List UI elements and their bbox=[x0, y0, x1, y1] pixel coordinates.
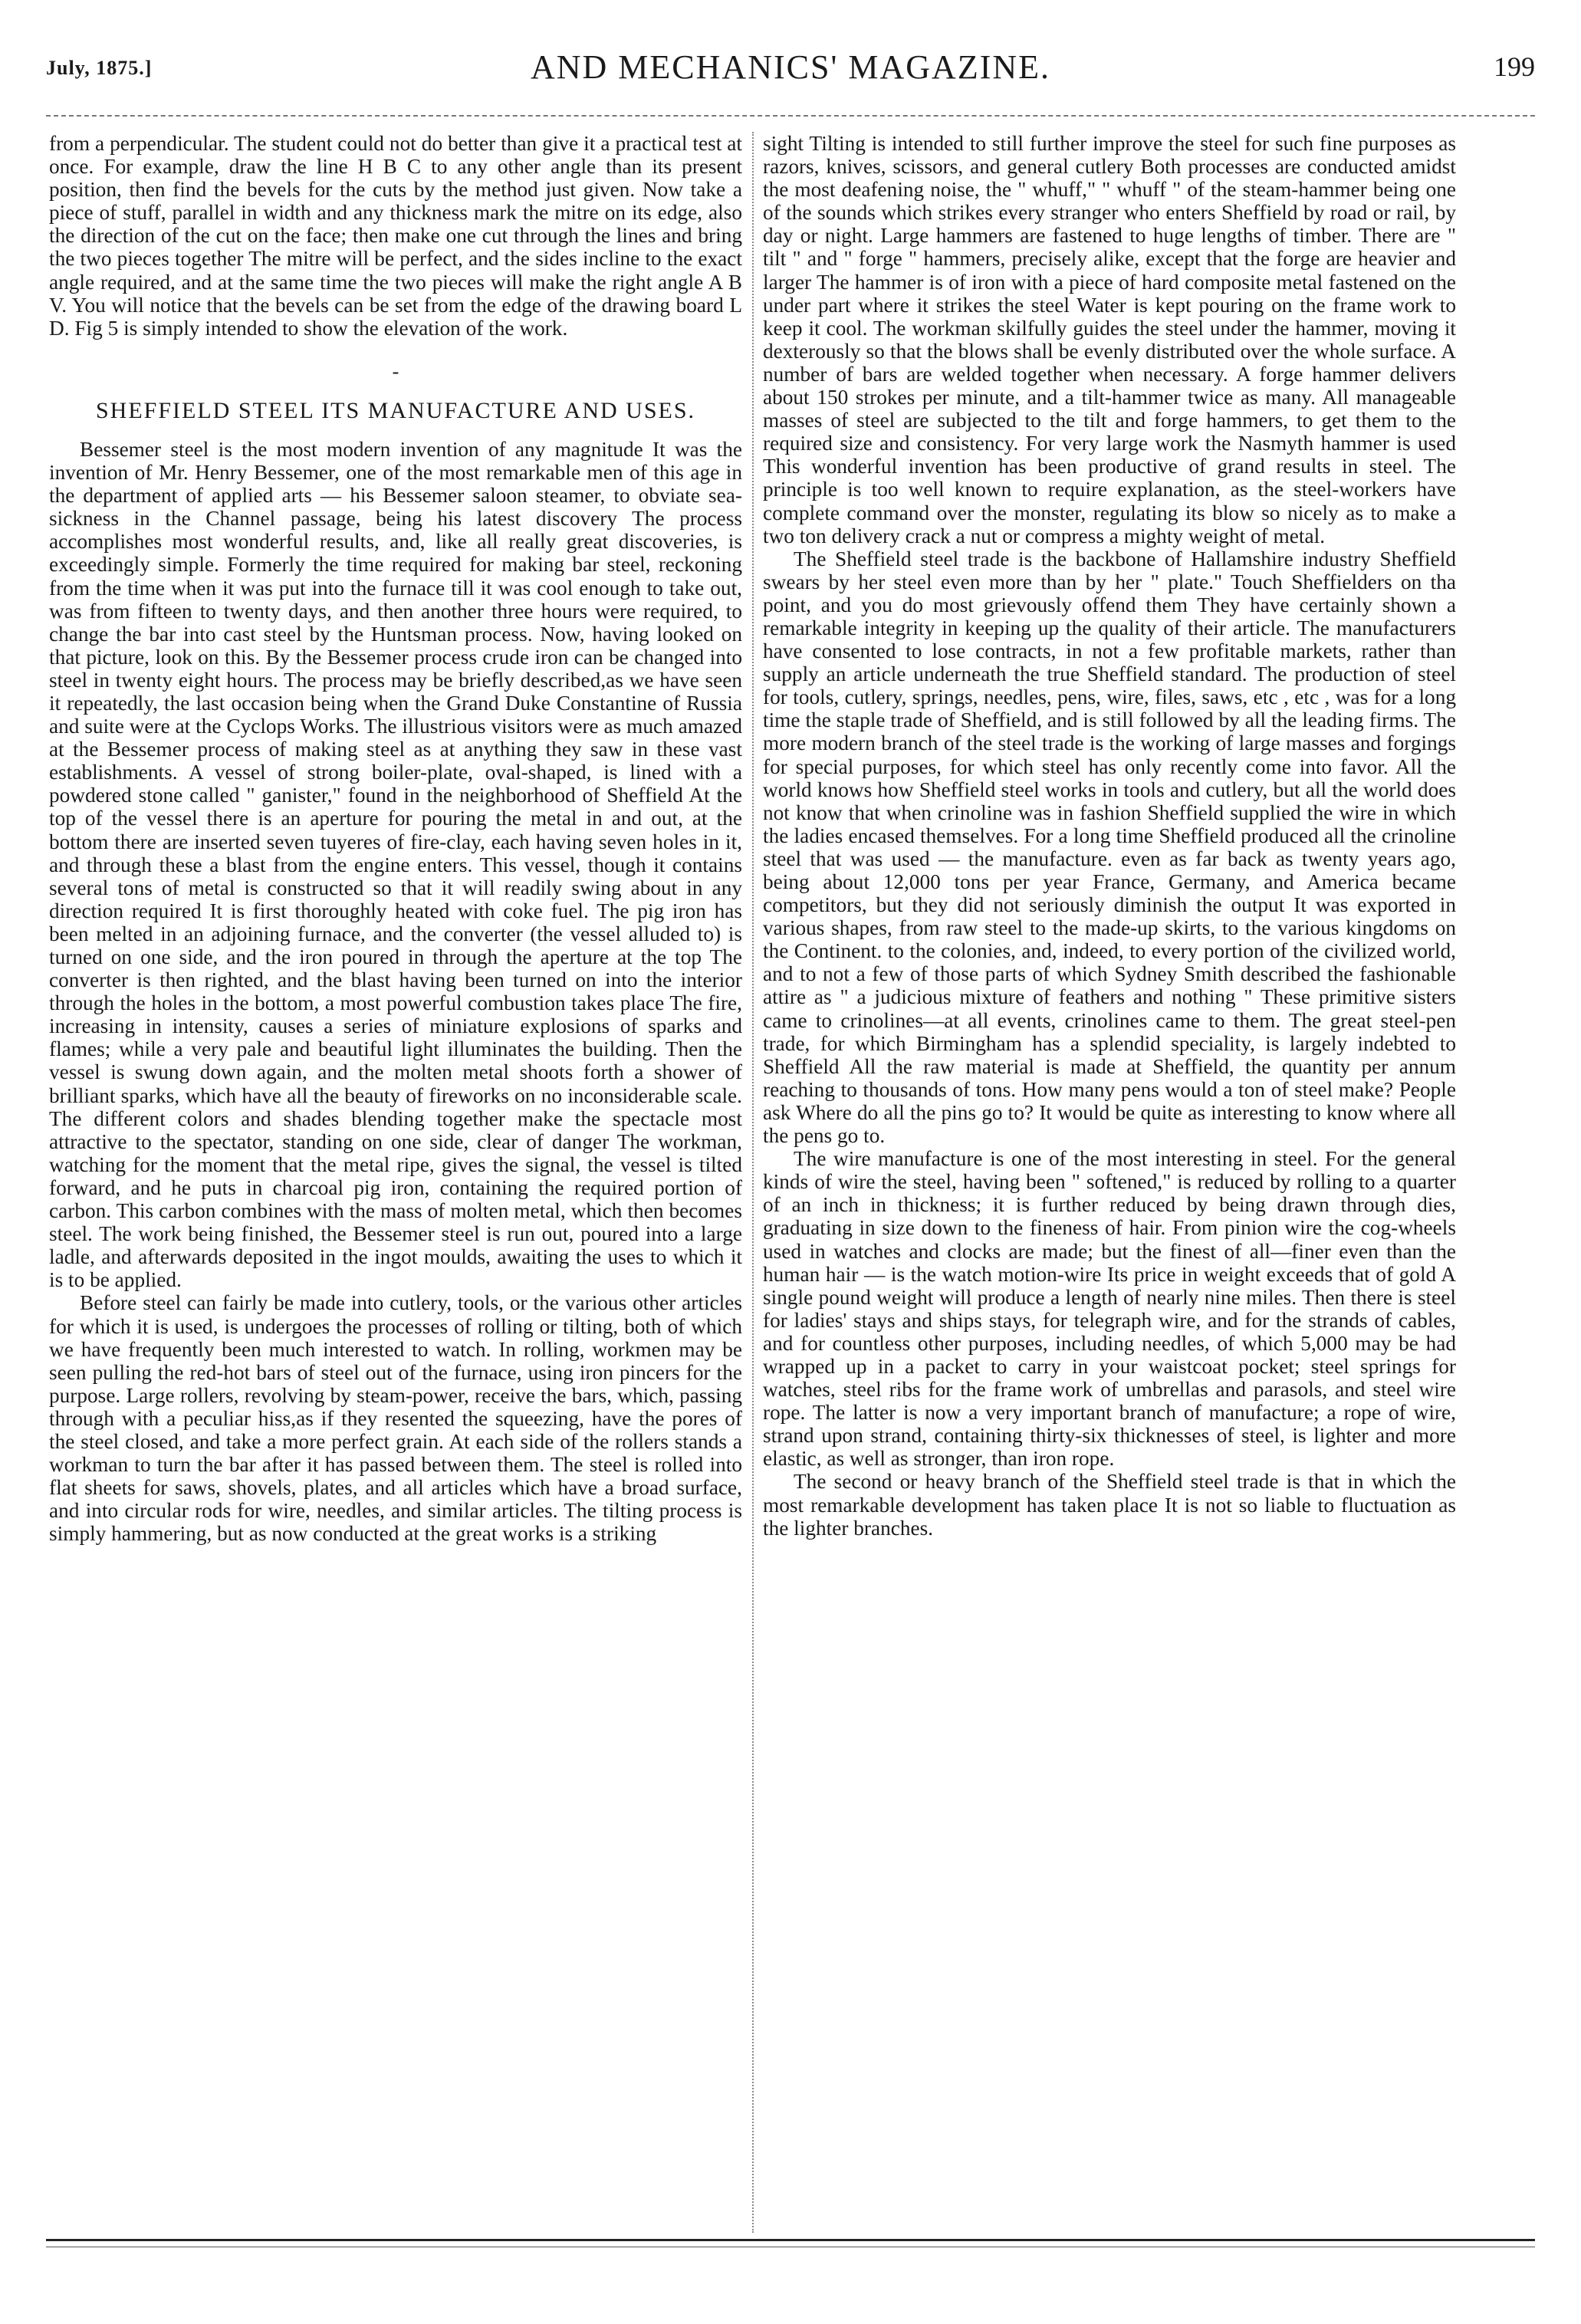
page-number: 199 bbox=[1494, 51, 1535, 82]
article-paragraph: The Sheffield steel trade is the backbone of Hallamshire industry Sheffield swears by her steel even more than by her " plate." Touch Sheffielders on tha point, and you do most grievously offend them They have certainly shown a remarkable integrity in keeping up the quality of their article. The manufacturers have consented to lose contracts, in not a few profitable markets, rather than supply an article underneath the true Sheffield standard. The production of steel for tools, cutlery, springs, needles, pens, wire, files, saws, etc , etc , was for a long time the staple trade of Sheffield, and is still followed by all the leading firms. The more modern branch of the steel trade is the working of large masses and forgings for special purposes, for which steel has only recently come into favor. All the world knows how Sheffield steel works in tools and cutlery, but all the world does not know that when crinoline was in fashion Sheffield supplied the wire in which the ladies encased themselves. For a long time Sheffield produced all the crinoline steel that was used — the manufacture. even as far back as twenty years ago, being about 12,000 tons per year France, Germany, and America became competitors, but they did not seriously diminish the output It was exported in various shapes, from raw steel to the made-up skirts, to the various kingdoms on the Continent. to the colonies, and, indeed, to every portion of the civilized world, and to not a few of those parts of which Sydney Smith described the fashionable attire as " a judicious mixture of feathers and nothing " These primitive sisters came to crinolines—at all events, crinolines came to them. The great steel-pen trade, for which Birmingham has a splendid speciality, is largely indebted to Sheffield All the raw material is made at Sheffield, the quantity per annum reaching to thousands of tons. How many pens would a ton of steel make? People ask Where do all the pins go to? It would be quite as interesting to know where all the pens go to. bbox=[763, 547, 1456, 1148]
magazine-title: AND MECHANICS' MAGAZINE. bbox=[530, 48, 1051, 86]
column-divider bbox=[752, 132, 754, 2233]
left-column bbox=[49, 132, 742, 2233]
footer-rule bbox=[46, 2239, 1535, 2241]
article-paragraph: The wire manufacture is one of the most interesting in steel. For the general kinds of wire the steel, having been " softened," is reduced by rolling to a quarter of an inch in thickness; it is further reduced by being drawn through dies, graduating in size down to the fineness of hair. From pinion wire the cog-wheels used in watches and clocks are made; but the finest of all—finer even than the human hair — is the watch motion-wire Its price in weight exceeds that of gold A single pound weight will produce a length of nearly nine miles. Then there is steel for ladies' stays and ships stays, for telegraph wire, and for the strands of cables, and for countless other purposes, including needles, of which 5,000 may be had wrapped up in a packet to carry in your waistcoat pocket; steel springs for watches, steel ribs for the frame work of umbrellas and parasols, and steel wire rope. The latter is now a very important branch of manufacture; a rope of wire, strand upon strand, containing thirty-six thicknesses of steel, is lighter and more elastic, as well as stronger, than iron rope. bbox=[763, 1147, 1456, 1471]
article-paragraph: The second or heavy branch of the Sheffield steel trade is that in which the most remarkable development has taken place It is not so liable to fluctuation as the lighter branches. bbox=[763, 1470, 1456, 1540]
section-separator: - bbox=[392, 360, 399, 383]
right-column bbox=[763, 132, 1456, 2233]
article-heading: SHEFFIELD STEEL ITS MANUFACTURE AND USES. bbox=[95, 397, 696, 423]
issue-date: July, 1875.] bbox=[46, 57, 153, 79]
intro-paragraph: from a perpendicular. The student could not do better than give it a practical test at once. For example, draw the line H B C to any other angle than its present position, then find the bevels for the cuts by the method just given. Now take a piece of stuff, parallel in width and any thickness mark the mitre on its edge, also the direction of the cut on the face; then make one cut through the lines and bring the two pieces together The mitre will be perfect, and the sides incline to the exact angle required, and at the same time the two pieces will make the right angle A B V. You will notice that the bevels can be set from the edge of the drawing board L D. Fig 5 is simply intended to show the elevation of the work. bbox=[49, 132, 742, 340]
article-paragraph: sight Tilting is intended to still further improve the steel for such fine purposes as razors, knives, scissors, and general cutlery Both processes are conducted amidst the most deafening noise, the " whuff," " whuff " of the steam-hammer being one of the sounds which strikes every stranger who enters Sheffield by road or rail, by day or night. Large hammers are fastened to huge lengths of timber. There are " tilt " and " forge " hammers, precisely alike, except that the forge are heavier and larger The hammer is of iron with a piece of hard composite metal fastened on the under part where it strikes the steel Water is kept pouring on the frame work to keep it cool. The workman skilfully guides the steel under the hammer, moving it dexterously so that the blows shall be evenly distributed over the whole surface. A number of bars are welded together when necessary. A forge hammer delivers about 150 strokes per minute, and a tilt-hammer twice as many. All manageable masses of steel are subjected to the tilt and forge hammers, to get them to the required size and consistency. For very large work the Nasmyth hammer is used This wonderful invention has been productive of grand results in steel. The principle is too well known to require explanation, as the steel-workers have complete command over the monster, regulating its blow so nicely as to make a two ton delivery crack a nut or compress a mighty weight of metal. bbox=[763, 132, 1456, 547]
article-paragraph: Bessemer steel is the most modern invention of any magnitude It was the invention of Mr. Henry Bessemer, one of the most remarkable men of this age in the department of applied arts — his Bessemer saloon steamer, to obviate sea-sickness in the Channel passage, being his latest discovery The process accomplishes most wonderful results, and, like all really great discoveries, is exceedingly simple. Formerly the time required for making bar steel, reckoning from the time when it was put into the furnace till it was cool enough to take out, was from fifteen to twenty days, and then another three hours were required, to change the bar into cast steel by the Huntsman process. Now, having looked on that picture, look on this. By the Bessemer process crude iron can be changed into steel in twenty eight hours. The process may be briefly described,as we have seen it repeatedly, the last occasion being when the Grand Duke Constantine of Russia and suite were at the Cyclops Works. The illustrious visitors were as much amazed at the Bessemer process of making steel as at anything they saw in these vast establishments. A vessel of strong boiler-plate, oval-shaped, is lined with a powdered stone called " ganister," found in the neighborhood of Sheffield At the top of the vessel there is an aperture for pouring the metal in and out, at the bottom there are inserted seven tuyeres of fire-clay, each having seven holes in it, and through these a blast from the engine enters. This vessel, though it contains several tons of metal is constructed so that it will readily swing about in any direction required It is first thoroughly heated with coke fuel. The pig iron has been melted in an adjoining furnace, and the converter (the vessel alluded to) is turned on one side, and the iron poured in through the aperture at the top The converter is then righted, and the blast having been turned on into the interior through the holes in the bottom, a most powerful combustion takes place The fire, increasing in intensity, causes a series of miniature explosions of sparks and flames; while a very pale and beautiful light illuminates the building. Then the vessel is swung down again, and the molten metal shoots forth a shower of brilliant sparks, which have all the beauty of fireworks on no inconsiderable scale. The different colors and shades blending together make the spectacle most attractive to the spectator, standing on one side, clear of danger The workman, watching for the moment that the metal ripe, gives the signal, the vessel is tilted forward, and he puts in charcoal pig iron, containing the required portion of carbon. This carbon combines with the mass of molten metal, which then becomes steel. The work being finished, the Bessemer steel is run out, poured into a large ladle, and afterwards deposited in the ingot moulds, awaiting the uses to which it is to be applied. bbox=[49, 437, 742, 1292]
article-paragraph: Before steel can fairly be made into cutlery, tools, or the various other articles for which it is used, is undergoes the processes of rolling or tilting, both of which we have frequently been much interested to watch. In rolling, workmen may be seen pulling the red-hot bars of steel out of the furnace, using iron pincers for the purpose. Large rollers, revolving by steam-power, receive the bars, which, passing through with a peculiar hiss,as if they resented the squeezing, have the pores of the steel closed, and take a more perfect grain. At each side of the rollers stands a workman to turn the bar after it has passed between them. The steel is rolled into flat sheets for saws, shovels, plates, and all articles which have a broad surface, and into circular rods for wire, needles, and similar articles. The tilting process is simply hammering, but as now conducted at the great works is a striking bbox=[49, 1291, 742, 1546]
header-rule bbox=[46, 115, 1535, 117]
